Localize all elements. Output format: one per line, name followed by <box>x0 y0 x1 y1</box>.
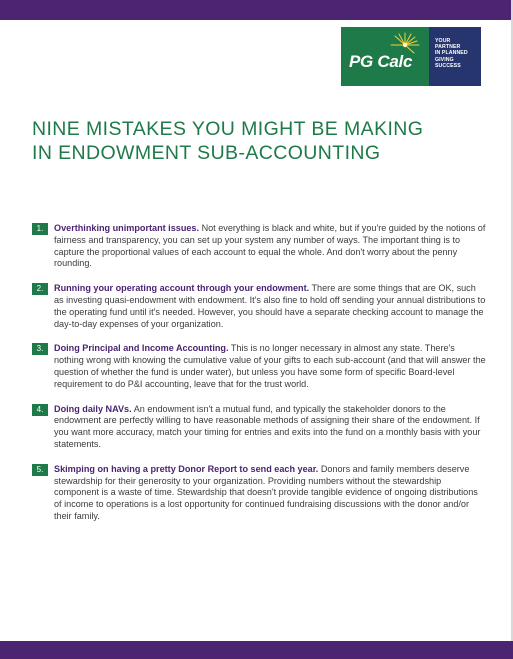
list-item <box>32 404 487 451</box>
item-number-badge: 4. <box>32 404 48 416</box>
tagline-line: PARTNER <box>435 44 461 51</box>
logo-wordmark: PG Calc <box>349 52 413 71</box>
tagline-line: YOUR <box>435 38 451 44</box>
item-body: Donors and family members deserve stewardship for their generosity to your organization. Providing numbers without the stewardship component is a waste of time. Stewardship that doesn't provide tangible evidence of ongoing distributions of income to operations is a lost opportunity for continued fundraising discussions with the donor and/or their family. <box>54 463 478 521</box>
list-item <box>32 343 487 390</box>
list-item <box>32 223 487 270</box>
list-item <box>32 464 487 523</box>
item-body: An endowment isn't a mutual fund, and typically the stakeholder donors to the endowment are perfectly willing to have reasonable methods of assigning their share of the endowment. If you want more accuracy, match your timing for entries and exits into the fund on a monthly basis with your statements. <box>54 403 481 449</box>
page-title <box>32 117 482 165</box>
item-heading: Doing daily NAVs. <box>54 403 132 414</box>
item-text <box>54 404 487 451</box>
item-heading: Running your operating account through your endowment. <box>54 283 310 294</box>
item-number-badge: 1. <box>32 223 48 235</box>
pg-calc-logo <box>341 27 481 86</box>
title-line: IN ENDOWMENT SUB-ACCOUNTING <box>32 142 381 164</box>
item-number-badge: 5. <box>32 464 48 476</box>
tagline-line: GIVING <box>435 56 454 63</box>
item-heading: Overthinking unimportant issues. <box>54 223 200 233</box>
item-heading: Skimping on having a pretty Donor Report to send each year. <box>54 463 319 474</box>
item-body: This is no longer necessary in almost any state. There's nothing wrong with knowing the cumulative value of your gifts to each sub-account (and that will answer the question of whether the fund is under water), but unless you have some form of specific Board-level requirement to do P&I accounting, leave that for the trust world. <box>54 343 486 389</box>
item-text <box>54 223 487 270</box>
tagline <box>435 38 481 69</box>
item-body: Not everything is black and white, but if you're guided by the notions of fairness and transparency, you can set up your system any number of ways. The important thing is to capture the proportional values of each account to equal the whole. And don't worry about the penny rounding. <box>54 223 486 269</box>
item-heading: Doing Principal and Income Accounting. <box>54 343 229 354</box>
item-number-badge: 3. <box>32 343 48 355</box>
item-text <box>54 343 487 390</box>
logo-mark <box>341 27 429 86</box>
top-banner <box>0 0 513 20</box>
title-line: NINE MISTAKES YOU MIGHT BE MAKING <box>32 118 424 140</box>
logo-tagline-box <box>429 27 481 86</box>
item-text <box>54 283 487 330</box>
item-number-badge: 2. <box>32 283 48 295</box>
tagline-line: SUCCESS <box>435 62 461 69</box>
mistakes-list <box>32 223 487 536</box>
item-text <box>54 464 487 523</box>
bottom-banner <box>0 641 513 659</box>
item-body: There are some things that are OK, such as investing quasi-endowment with endowment. It's also fine to hold off sending your annual distributions to the operating fund until it's needed. However, you should have a separate checking account to manage the day-to-day expenses of your organization. <box>54 283 486 329</box>
list-item <box>32 283 487 330</box>
tagline-line: IN PLANNED <box>435 50 468 57</box>
